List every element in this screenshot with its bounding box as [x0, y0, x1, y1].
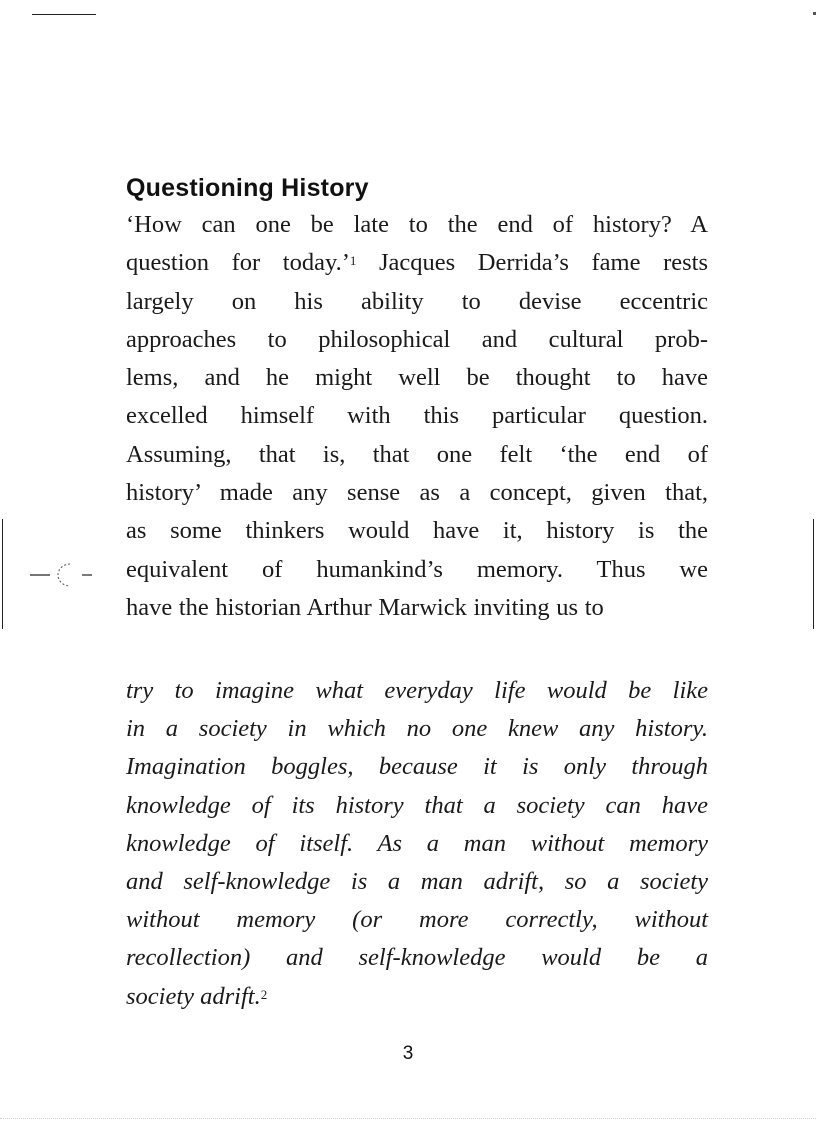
- body-line: largely on his ability to devise eccentric: [126, 287, 708, 315]
- body-paragraph: [126, 206, 708, 627]
- page-number: 3: [402, 1043, 414, 1064]
- quote-line: and self-knowledge is a man adrift, so a society: [126, 868, 708, 896]
- section-heading: Questioning History: [126, 174, 369, 202]
- body-line: ‘How can one be late to the end of history? A: [126, 211, 708, 238]
- body-line: equivalent of humankind’s memory. Thus we: [126, 555, 708, 583]
- quote-line: Imagination boggles, because it is only through: [126, 753, 708, 781]
- registration-mark-icon: [30, 560, 96, 590]
- quote-line: recollection) and self-knowledge would be a: [126, 944, 708, 972]
- body-line: approaches to philosophical and cultural prob-: [126, 325, 708, 353]
- body-line: lems, and he might well be thought to have: [126, 364, 708, 392]
- bottom-rule: [0, 1118, 816, 1119]
- body-line: [126, 244, 708, 282]
- quote-line: [126, 978, 708, 1016]
- crop-mark-right: [813, 519, 814, 629]
- body-line: excelled himself with this particular question.: [126, 402, 708, 430]
- footnote-ref-2[interactable]: 2: [260, 986, 268, 1002]
- block-quote: [126, 672, 708, 1016]
- body-line: Assuming, that is, that one felt ‘the end of: [126, 440, 708, 468]
- page-content: [126, 170, 708, 1010]
- crop-mark-left: [2, 519, 3, 629]
- quote-line-text: society adrift.: [126, 982, 261, 1010]
- quote-line: knowledge of itself. As a man without memory: [126, 829, 708, 857]
- quote-line: in a society in which no one knew any history.: [126, 715, 708, 743]
- body-line-text: question for today.’: [126, 249, 350, 277]
- quote-line: without memory (or more correctly, without: [126, 906, 708, 934]
- quote-line: try to imagine what everyday life would be like: [126, 677, 708, 704]
- body-line: as some thinkers would have it, history is the: [126, 517, 708, 545]
- crop-mark-top-left: [32, 14, 96, 15]
- body-line-text: Jacques Derrida’s fame rests: [356, 249, 708, 277]
- quote-line: knowledge of its history that a society can have: [126, 791, 708, 819]
- body-line: history’ made any sense as a concept, given that,: [126, 479, 708, 507]
- body-line: have the historian Arthur Marwick inviting us to: [126, 593, 604, 621]
- footnote-ref-1[interactable]: 1: [349, 253, 357, 269]
